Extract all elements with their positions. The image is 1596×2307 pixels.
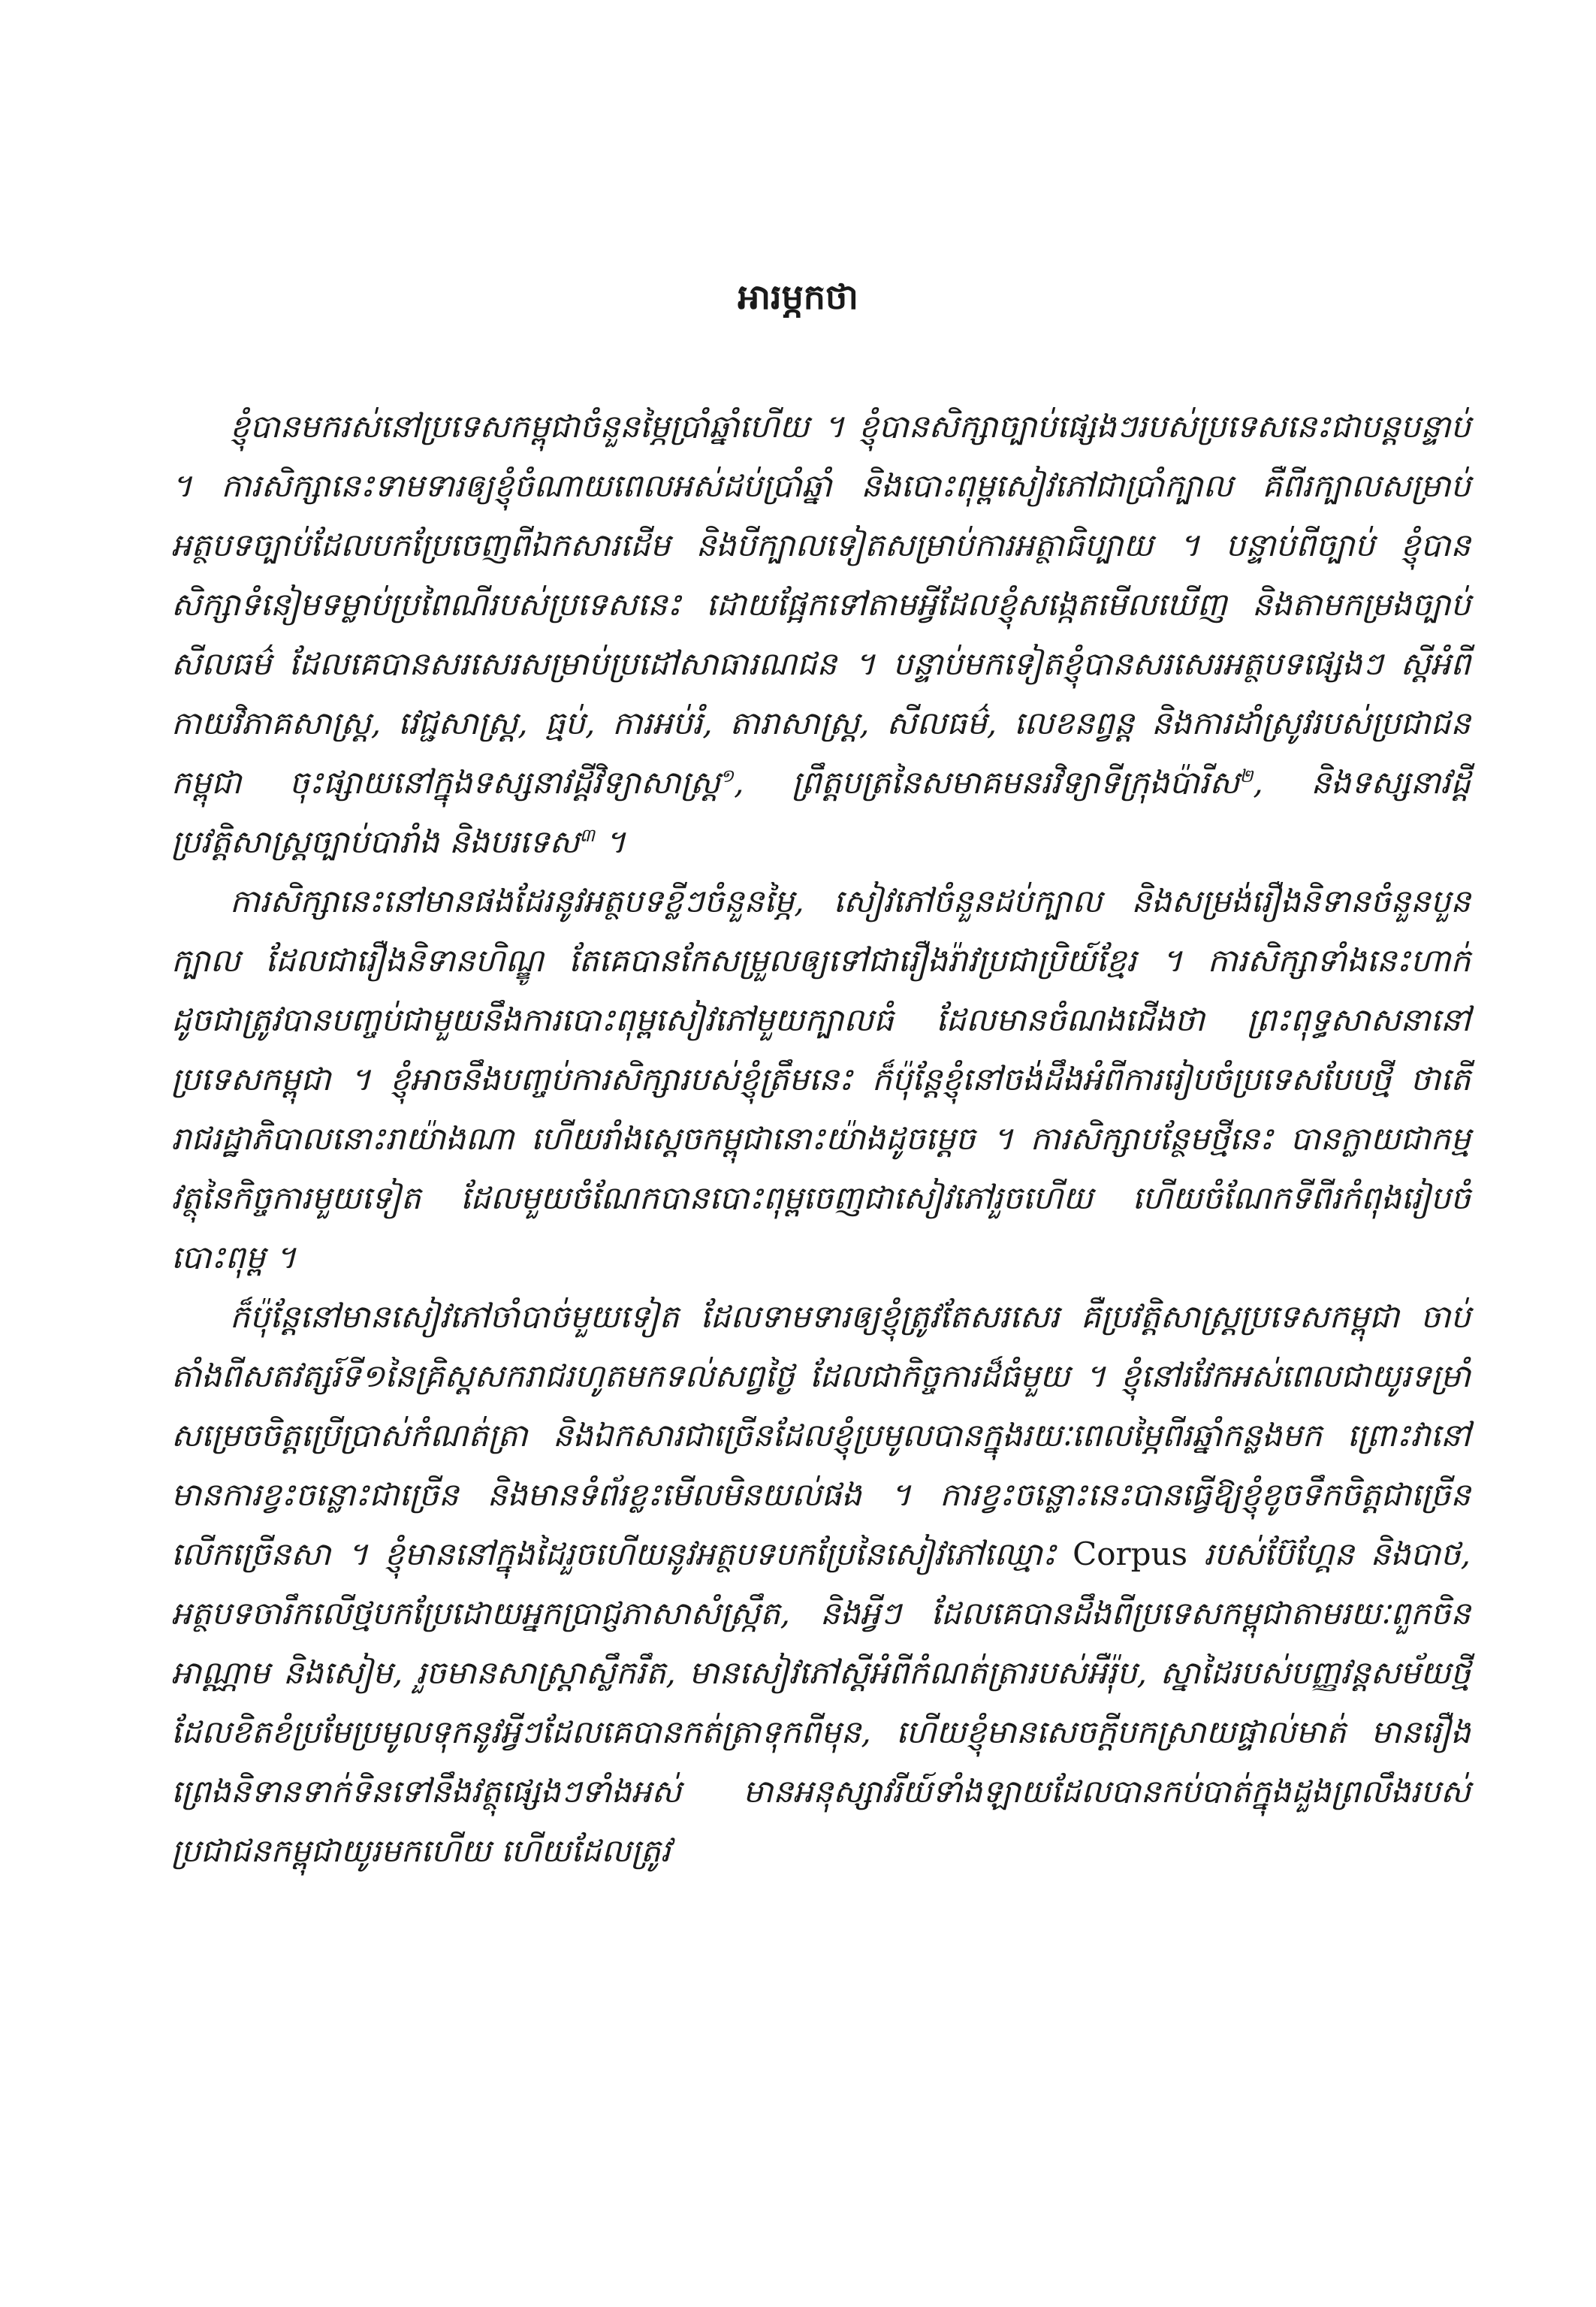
paragraph-text: របស់ប៊ែហ្គែន និងបាថ, អត្ថបទចារឹកលើថ្មបកប្រែដោយអ្នកប្រាជ្ញភាសាសំស្ក្រឹត, និងអ្វីៗ ដែលគេបានដឹងពីប្រទេសកម្ពុជាតាមរយៈពួកចិន អាណ្ណាម និងសៀម, រួចមានសាស្ត្រាស្លឹករឹត, មានសៀវភៅស្តីអំពីកំណត់ត្រារបស់អឺរ៉ុប, ស្នាដៃរបស់បញ្ញវន្តសម័យថ្មីដែលខិតខំប្រមែប្រមូលទុកនូវអ្វីៗដែលគេបានកត់ត្រាទុកពីមុន, ហើយខ្ញុំមានសេចក្តីបកស្រាយផ្ទាល់មាត់ មានរឿងព្រេងនិទានទាក់ទិនទៅនឹងវត្ថុផ្សេងៗទាំងអស់ មានអនុស្សាវរីយ៍ទាំងឡាយដែលបានកប់បាត់ក្នុងដួងព្រលឹងរបស់ប្រជាជនកម្ពុជាយូរមកហើយ ហើយដែលត្រូវ <box>171 1535 1471 1869</box>
paragraph <box>171 871 1471 1287</box>
paragraph <box>171 1287 1471 1880</box>
paragraph-text: ។ <box>595 823 626 860</box>
paragraph-text: ខ្ញុំបានមករស់នៅប្រទេសកម្ពុជាចំនួនម្ភៃប្រាំឆ្នាំហើយ ។ ខ្ញុំបានសិក្សាច្បាប់ផ្សេងៗរបស់ប្រទេសនេះជាបន្តបន្ទាប់ ។ ការសិក្សានេះទាមទារឲ្យខ្ញុំចំណាយពេលអស់ដប់ប្រាំឆ្នាំ និងបោះពុម្ពសៀវភៅជាប្រាំក្បាល គឺពីរក្បាលសម្រាប់អត្ថបទច្បាប់ដែលបកប្រែចេញពីឯកសារដើម និងបីក្បាលទៀតសម្រាប់ការអត្ថាធិប្បាយ ។ បន្ទាប់ពីច្បាប់ ខ្ញុំបានសិក្សាទំនៀមទម្លាប់ប្រពៃណីរបស់ប្រទេសនេះ ដោយផ្អែកទៅតាមអ្វីដែលខ្ញុំសង្កេតមើលឃើញ និងតាមកម្រងច្បាប់សីលធម៌ ដែលគេបានសរសេរសម្រាប់ប្រដៅសាធារណជន ។ បន្ទាប់មកទៀតខ្ញុំបានសរសេរអត្ថបទផ្សេងៗ ស្តីអំពីកាយវិភាគសាស្ត្រ, វេជ្ជសាស្ត្រ, ធ្មប់, ការអប់រំ, តារាសាស្ត្រ, សីលធម៌, លេខនព្វន្ត និងការដាំស្រូវរបស់ប្រជាជនកម្ពុជា ចុះផ្សាយនៅក្នុងទស្សនាវដ្តីវិទ្យាសាស្ត្រ <box>171 408 1471 801</box>
page-title: អារម្ភកថា <box>738 276 858 317</box>
paragraph-text: , ព្រឹត្តបត្រនៃសមាគមនរវិទ្យាទីក្រុងប៉ារីស <box>734 764 1240 801</box>
footnote-marker: ៣ <box>579 825 595 846</box>
footnote-marker: ១ <box>720 765 735 787</box>
paragraph <box>171 397 1471 871</box>
paragraph-text: ការសិក្សានេះនៅមានផងដែរនូវអត្ថបទខ្លីៗចំនួនម្ភៃ, សៀវភៅចំនួនដប់ក្បាល និងសម្រង់រឿងនិទានចំនួនបួនក្បាល ដែលជារឿងនិទានហិណ្ឌូ តែគេបានកែសម្រួលឲ្យទៅជារឿងរ៉ាវប្រជាប្រិយ៍ខ្មែរ ។ ការសិក្សាទាំងនេះហាក់ដូចជាត្រូវបានបញ្ចប់ជាមួយនឹងការបោះពុម្ពសៀវភៅមួយក្បាលធំ ដែលមានចំណងជើងថា ព្រះពុទ្ធសាសនានៅប្រទេសកម្ពុជា ។ ខ្ញុំអាចនឹងបញ្ចប់ការសិក្សារបស់ខ្ញុំត្រឹមនេះ ក៏ប៉ុន្តែខ្ញុំនៅចង់ដឹងអំពីការរៀបចំប្រទេសបែបថ្មី ថាតើរាជរដ្ឋាភិបាលនោះរាយ៉ាងណា ហើយរាំងស្តេចកម្ពុជានោះយ៉ាងដូចម្តេច ។ ការសិក្សាបន្ថែមថ្មីនេះ បានក្លាយជាកម្មវត្ថុនៃកិច្ចការមួយទៀត ដែលមួយចំណែកបានបោះពុម្ពចេញជាសៀវភៅរួចហើយ ហើយចំណែកទីពីរកំពុងរៀបចំបោះពុម្ព ។ <box>171 883 1471 1276</box>
footnote-marker: ២ <box>1239 765 1254 787</box>
body-text <box>171 397 1471 1880</box>
paragraph-text: ក៏ប៉ុន្តែនៅមានសៀវភៅចាំបាច់មួយទៀត ដែលទាមទារឲ្យខ្ញុំត្រូវតែសរសេរ គឺប្រវត្តិសាស្ត្រប្រទេសកម្ពុជា ចាប់តាំងពីសតវត្សរ៍ទី១នៃគ្រិស្តសករាជរហូតមកទល់សព្វថ្ងៃ ដែលជាកិច្ចការដ៏ធំមួយ ។ ខ្ញុំនៅរវែកអស់ពេលជាយូរទម្រាំសម្រេចចិត្តប្រើប្រាស់កំណត់ត្រា និងឯកសារជាច្រើនដែលខ្ញុំប្រមូលបានក្នុងរយៈពេលម្ភៃពីរឆ្នាំកន្លងមក ព្រោះវានៅមានការខ្វះចន្លោះជាច្រើន និងមានទំព័រខ្លះមើលមិនយល់ផង ។ ការខ្វះចន្លោះនេះបានធ្វើឱ្យខ្ញុំខូចទឹកចិត្តជាច្រើនលើកច្រើនសា ។ ខ្ញុំមាននៅក្នុងដៃរួចហើយនូវអត្ថបទបកប្រែនៃសៀវភៅឈ្មោះ <box>171 1298 1471 1572</box>
paragraph-text: , និងទស្សនាវដ្តីប្រវត្តិសាស្ត្រច្បាប់បារាំង និងបរទេស <box>171 764 1471 860</box>
latin-term: Corpus <box>1073 1535 1188 1572</box>
